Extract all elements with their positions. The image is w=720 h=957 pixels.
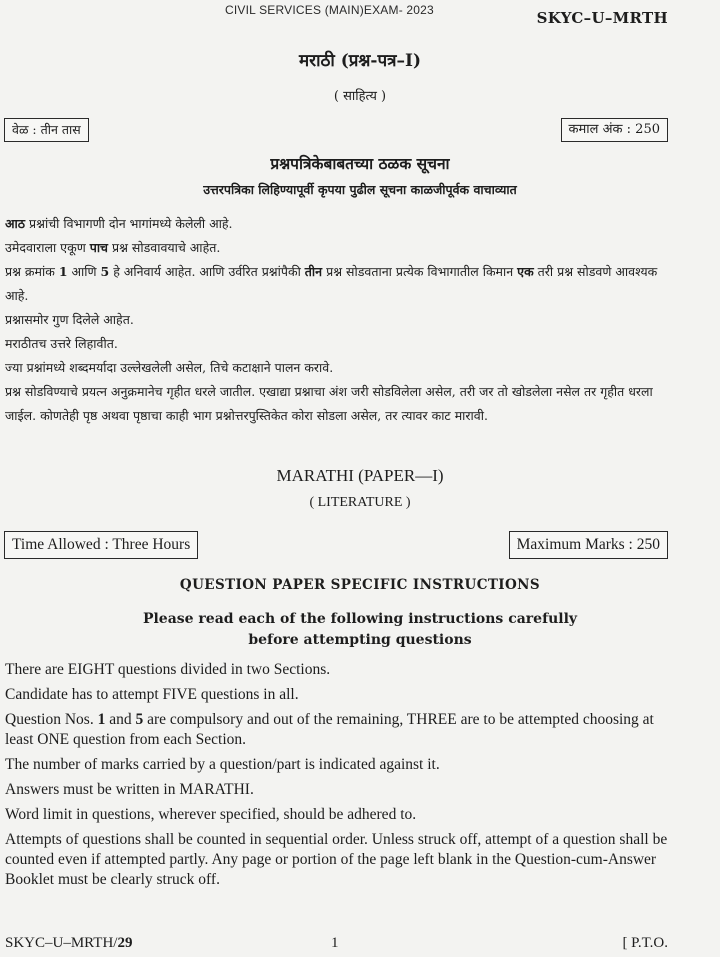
- marathi-instruction-1: आठ प्रश्नांची विभागणी दोन भागांमध्ये केलेली आहे.: [5, 216, 233, 231]
- marathi-instruction-3: प्रश्न क्रमांक 1 आणि 5 हे अनिवार्य आहेत. आणि उर्वरित प्रश्नांपैकी तीन प्रश्न सोडवताना प्रत्येक विभागातील किमान एक तरी प्रश्न सोडवणे आवश्यक आहे.: [5, 264, 658, 303]
- english-subheading-line-2: before attempting questions: [248, 632, 472, 648]
- marathi-instruction-5: मराठीतच उत्तरे लिहावीत.: [5, 336, 118, 351]
- marathi-instruction-2: उमेदवाराला एकूण पाच प्रश्न सोडवावयाचे आहेत.: [5, 240, 221, 255]
- english-instructions: [5, 660, 669, 895]
- exam-stamp: CIVIL SERVICES (MAIN)EXAM- 2023: [225, 3, 434, 17]
- english-marks-box: Maximum Marks : 250: [509, 531, 668, 559]
- marathi-time-box: वेळ : तीन तास: [4, 118, 89, 142]
- footer-page-number: 1: [331, 935, 339, 951]
- marathi-subheading: उत्तरपत्रिका लिहिण्यापूर्वी कृपया पुढील सूचना काळजीपूर्वक वाचाव्यात: [203, 182, 517, 197]
- marathi-subtitle: ( साहित्य ): [333, 89, 387, 104]
- english-heading: QUESTION PAPER SPECIFIC INSTRUCTIONS: [179, 577, 541, 593]
- marathi-heading: प्रश्नपत्रिकेबाबतच्या ठळक सूचना: [270, 154, 450, 173]
- english-subtitle: ( LITERATURE ): [309, 495, 411, 510]
- english-instruction-1: There are EIGHT questions divided in two Sections.: [5, 661, 331, 678]
- marathi-instruction-4: प्रश्नासमोर गुण दिलेले आहेत.: [5, 312, 134, 327]
- paper-code: SKYC–U–MRTH: [536, 9, 668, 27]
- english-instruction-7: Attempts of questions shall be counted in sequential order. Unless struck off, attempt of a question shall be counted even if attempted partly. Any page or portion of the page left blank in the Question-cum-Answer Booklet must be clearly struck off.: [5, 831, 668, 888]
- english-subheading: [0, 609, 720, 651]
- footer-code: SKYC–U–MRTH/29: [5, 935, 133, 951]
- marathi-marks-box: कमाल अंक : 250: [561, 118, 668, 142]
- english-instruction-6: Word limit in questions, wherever specified, should be adhered to.: [5, 806, 417, 823]
- english-instruction-3: Question Nos. 1 and 5 are compulsory and out of the remaining, THREE are to be attempted choosing at least ONE question from each Section.: [5, 711, 654, 748]
- english-subheading-line-1: Please read each of the following instructions carefully: [142, 611, 578, 627]
- footer-pto: [ P.T.O.: [622, 935, 668, 951]
- english-instruction-5: Answers must be written in MARATHI.: [5, 781, 254, 798]
- marathi-instruction-6: ज्या प्रश्नांमध्ये शब्दमर्यादा उल्लेखलेली असेल, तिचे कटाक्षाने पालन करावे.: [5, 360, 334, 375]
- english-instruction-2: Candidate has to attempt FIVE questions in all.: [5, 686, 299, 703]
- english-title: MARATHI (PAPER—I): [276, 466, 444, 485]
- marathi-instructions: [5, 212, 669, 428]
- english-instruction-4: The number of marks carried by a question/part is indicated against it.: [5, 756, 440, 773]
- english-time-box: Time Allowed : Three Hours: [4, 531, 198, 559]
- marathi-instruction-7: प्रश्न सोडविण्याचे प्रयत्न अनुक्रमानेच गृहीत धरले जातील. एखाद्या प्रश्नाचा अंश जरी सोडविलेला असेल, तरी जर तो खोडलेला नसेल तर गृहीत धरला जाईल. कोणतेही पृष्ठ अथवा पृष्ठाचा काही भाग प्रश्नोत्तरपुस्तिकेत कोरा सोडला असेल, तर त्यावर काट मारावी.: [5, 384, 653, 423]
- marathi-title: मराठी (प्रश्न-पत्र–I): [298, 51, 422, 71]
